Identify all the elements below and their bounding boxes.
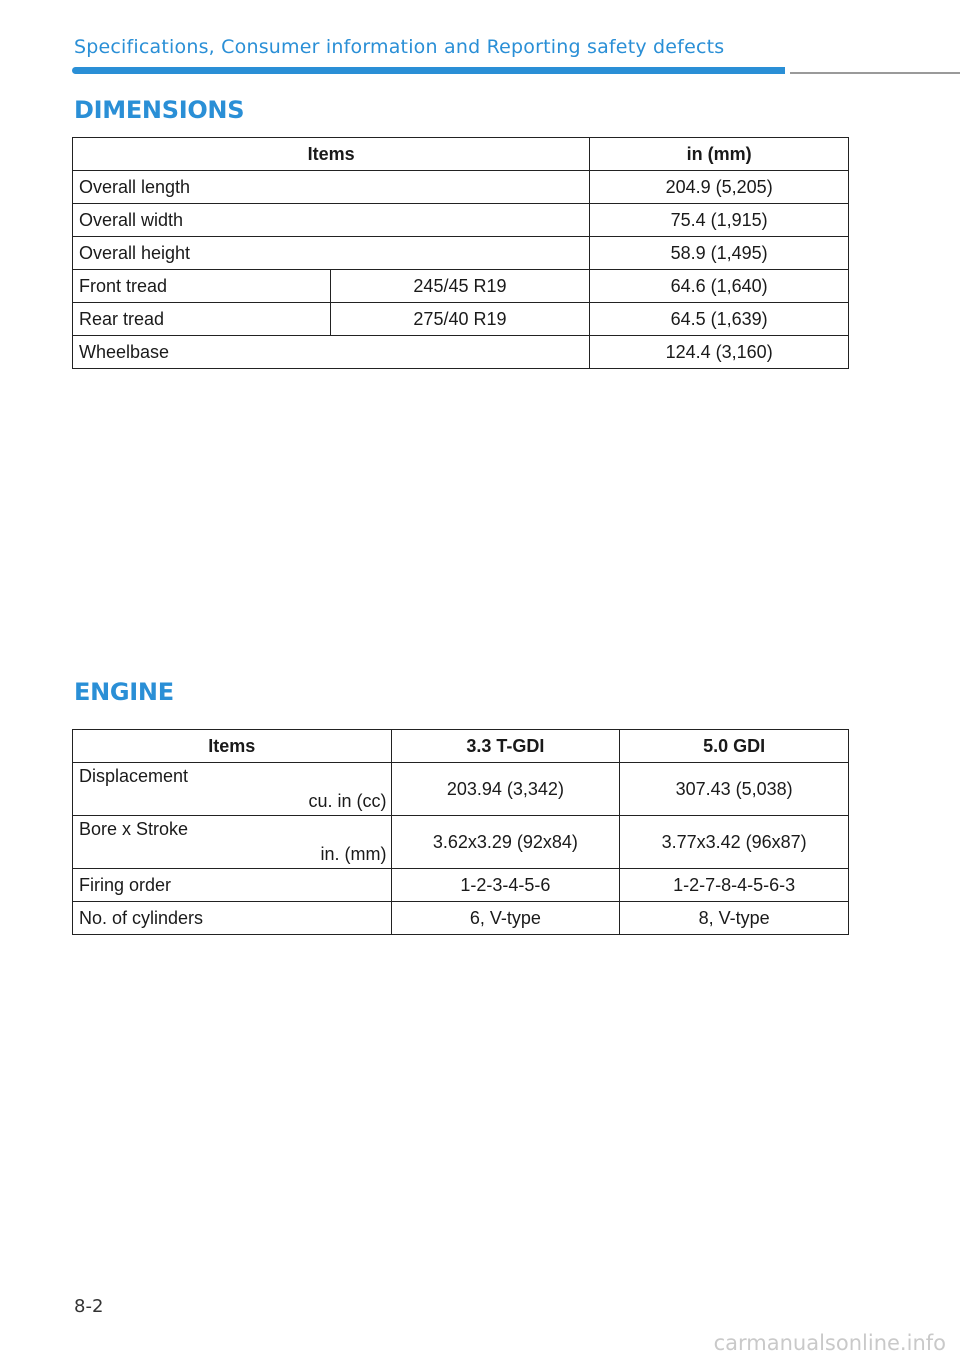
column-header: 5.0 GDI — [620, 730, 849, 763]
table-row — [73, 237, 849, 270]
value-cell: 1-2-7-8-4-5-6-3 — [620, 869, 849, 902]
item-cell: Wheelbase — [73, 336, 590, 369]
table-row — [73, 303, 849, 336]
column-header: Items — [73, 138, 590, 171]
dimensions-heading: DIMENSIONS — [74, 96, 245, 124]
value-cell: 8, V-type — [620, 902, 849, 935]
table-header-row — [73, 730, 849, 763]
item-cell — [73, 816, 392, 869]
engine-table — [72, 729, 849, 935]
unit-label: cu. in (cc) — [308, 791, 387, 811]
watermark: carmanualsonline.info — [713, 1331, 946, 1355]
tire-cell: 245/45 R19 — [330, 270, 590, 303]
item-cell: Firing order — [73, 869, 392, 902]
tire-cell: 275/40 R19 — [330, 303, 590, 336]
dimensions-table — [72, 137, 849, 369]
value-cell: 124.4 (3,160) — [590, 336, 849, 369]
table-header-row — [73, 138, 849, 171]
value-cell: 75.4 (1,915) — [590, 204, 849, 237]
engine-heading: ENGINE — [74, 678, 174, 706]
table-row — [73, 816, 849, 869]
table-row — [73, 270, 849, 303]
item-cell: No. of cylinders — [73, 902, 392, 935]
value-cell: 1-2-3-4-5-6 — [391, 869, 620, 902]
value-cell: 3.62x3.29 (92x84) — [391, 816, 620, 869]
item-cell: Overall height — [73, 237, 590, 270]
value-cell: 307.43 (5,038) — [620, 763, 849, 816]
value-cell: 204.9 (5,205) — [590, 171, 849, 204]
table-row — [73, 336, 849, 369]
value-cell: 203.94 (3,342) — [391, 763, 620, 816]
value-cell: 64.5 (1,639) — [590, 303, 849, 336]
table-row — [73, 171, 849, 204]
chapter-title: Specifications, Consumer information and Reporting safety defects — [74, 36, 725, 58]
page-number: 8-2 — [74, 1296, 104, 1317]
table-row — [73, 204, 849, 237]
item-label: Displacement — [79, 766, 189, 786]
value-cell: 6, V-type — [391, 902, 620, 935]
table-row — [73, 902, 849, 935]
value-cell: 64.6 (1,640) — [590, 270, 849, 303]
value-cell: 3.77x3.42 (96x87) — [620, 816, 849, 869]
item-cell: Overall width — [73, 204, 590, 237]
item-label: Bore x Stroke — [79, 819, 189, 839]
item-cell: Overall length — [73, 171, 590, 204]
value-cell: 58.9 (1,495) — [590, 237, 849, 270]
item-cell: Rear tread — [73, 303, 331, 336]
header-divider — [790, 72, 960, 74]
item-cell — [73, 763, 392, 816]
column-header: Items — [73, 730, 392, 763]
header-accent-bar — [72, 67, 785, 74]
column-header: in (mm) — [590, 138, 849, 171]
item-cell: Front tread — [73, 270, 331, 303]
column-header: 3.3 T-GDI — [391, 730, 620, 763]
table-row — [73, 763, 849, 816]
unit-label: in. (mm) — [320, 844, 387, 864]
table-row — [73, 869, 849, 902]
